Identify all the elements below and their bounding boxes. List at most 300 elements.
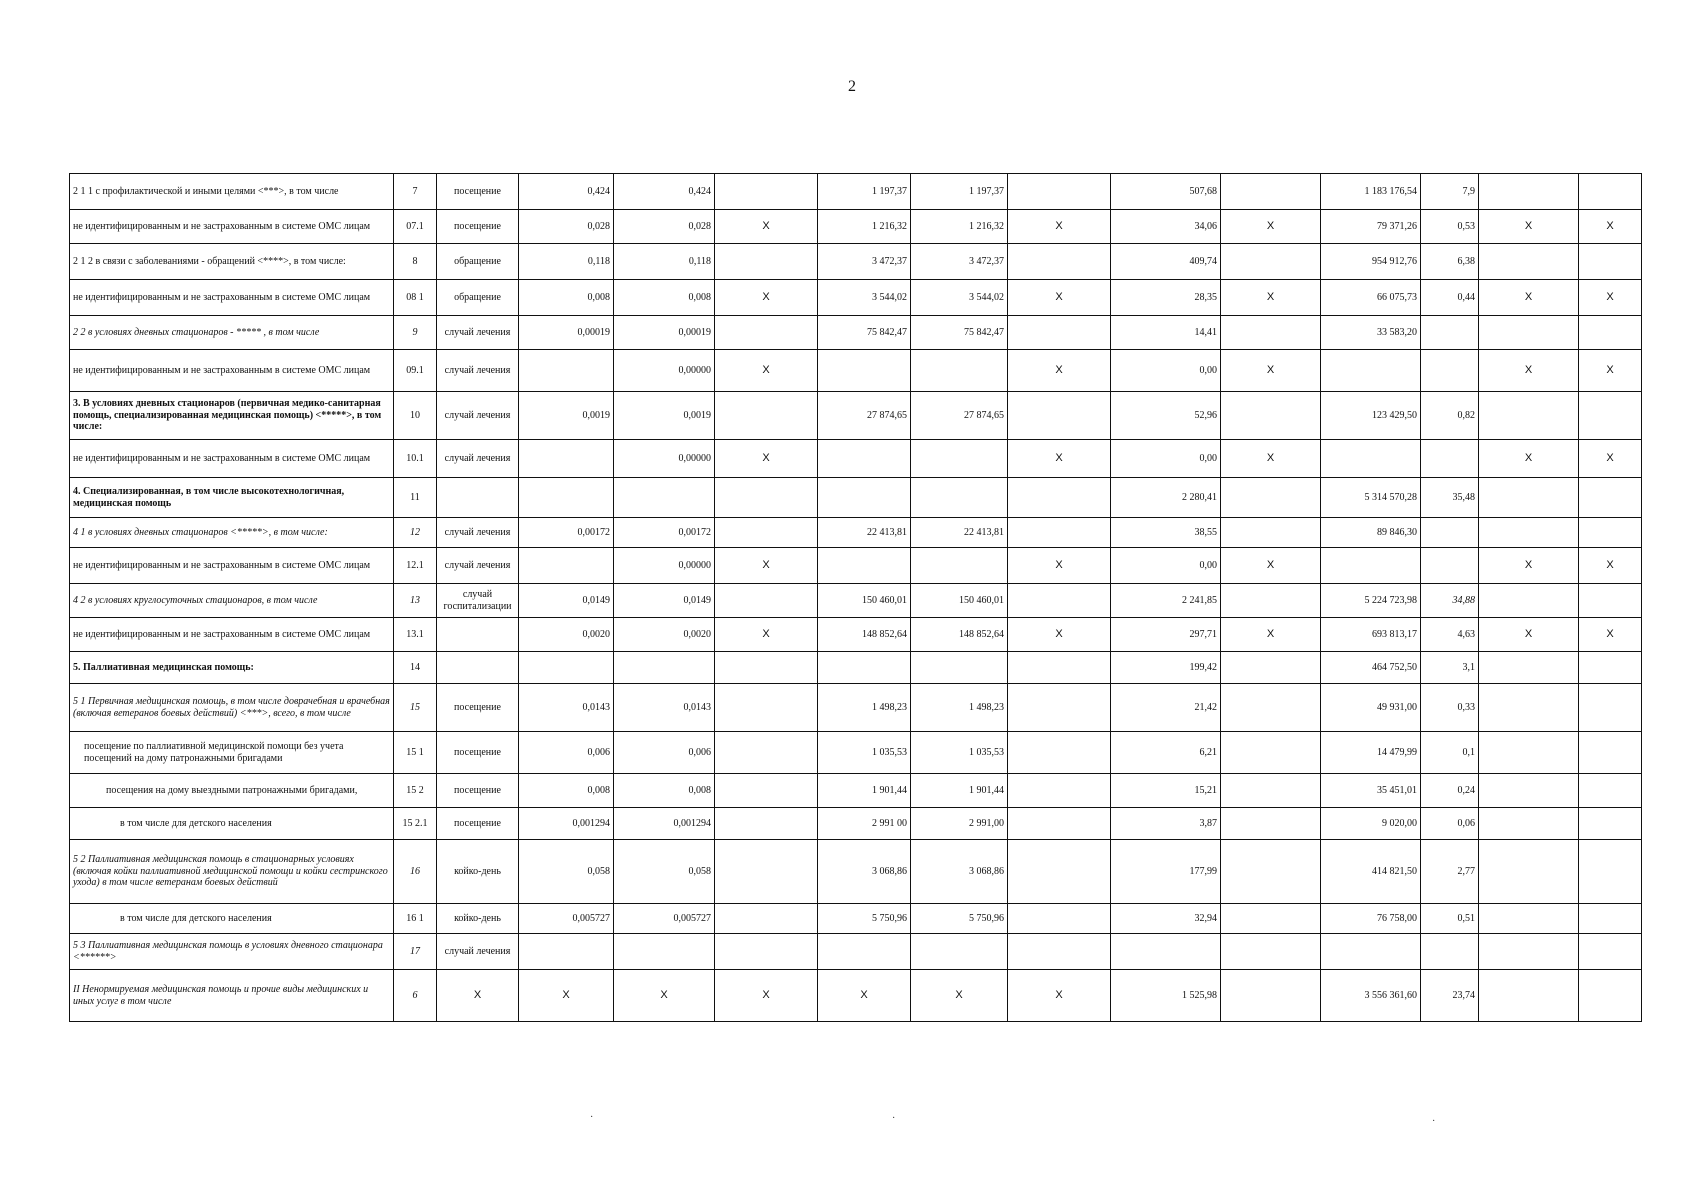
cell-cost-norm [818,478,911,518]
cell-cost-norm: 2 991 00 [818,808,911,840]
cell-col-6 [1008,840,1111,904]
cell-col-6: X [1008,210,1111,244]
cell-cost-value: 3 472,37 [911,244,1008,280]
cell-row-name: 5. Паллиативная медицинская помощь: [70,652,394,684]
cell-total-amount [1321,440,1421,478]
cell-col-11 [1479,774,1579,808]
cell-total-amount: 1 183 176,54 [1321,174,1421,210]
cell-normative-volume [519,548,614,584]
cell-total-amount: 5 314 570,28 [1321,478,1421,518]
cell-normative-volume: 0,0019 [519,392,614,440]
cell-row-name: 5 3 Паллиативная медицинская помощь в условиях дневного стационара <******> [70,934,394,970]
cell-col-11 [1479,518,1579,548]
cell-per-capita: 177,99 [1111,840,1221,904]
cell-share-percent: 6,38 [1421,244,1479,280]
cell-normative-volume: 0,058 [519,840,614,904]
cell-row-unit: койко-день [437,904,519,934]
cell-volume-value: 0,008 [614,280,715,316]
cell-row-unit: посещение [437,774,519,808]
cell-col-12 [1579,478,1642,518]
cell-col-6 [1008,518,1111,548]
cell-share-percent: 0,82 [1421,392,1479,440]
cell-col-3 [715,840,818,904]
cell-col-3 [715,316,818,350]
cell-normative-volume [519,652,614,684]
table-row [70,840,1642,904]
cell-col-12: X [1579,548,1642,584]
cell-per-capita: 0,00 [1111,548,1221,584]
cell-row-code: 15 2 [394,774,437,808]
cell-col-6 [1008,904,1111,934]
cell-col-6 [1008,478,1111,518]
cell-row-code: 10.1 [394,440,437,478]
cell-row-name: не идентифицированным и не застрахованным в системе ОМС лицам [70,350,394,392]
cell-normative-volume: 0,008 [519,280,614,316]
cell-col-12 [1579,684,1642,732]
cell-col-11 [1479,652,1579,684]
cell-cost-value [911,934,1008,970]
cell-cost-norm: X [818,970,911,1022]
cell-col-11 [1479,732,1579,774]
cell-col-8 [1221,478,1321,518]
cell-col-6: X [1008,970,1111,1022]
cell-col-12: X [1579,350,1642,392]
cell-col-11 [1479,808,1579,840]
cell-cost-norm [818,440,911,478]
cell-volume-value: 0,00172 [614,518,715,548]
cell-col-6 [1008,684,1111,732]
cell-col-8 [1221,970,1321,1022]
cell-col-3 [715,518,818,548]
cell-cost-value [911,652,1008,684]
cell-total-amount: 9 020,00 [1321,808,1421,840]
cell-volume-value: 0,00000 [614,548,715,584]
cell-col-11 [1479,244,1579,280]
cell-cost-value: 150 460,01 [911,584,1008,618]
cell-cost-value: 1 901,44 [911,774,1008,808]
table-row [70,904,1642,934]
cell-share-percent [1421,350,1479,392]
cell-row-name: не идентифицированным и не застрахованным в системе ОМС лицам [70,618,394,652]
cell-share-percent: 34,88 [1421,584,1479,618]
cell-share-percent: 2,77 [1421,840,1479,904]
cell-col-6: X [1008,618,1111,652]
cell-row-code: 16 1 [394,904,437,934]
cell-row-name: в том числе для детского населения [70,808,394,840]
cell-col-8 [1221,840,1321,904]
cell-col-6 [1008,934,1111,970]
cell-cost-value [911,350,1008,392]
cell-cost-value: 5 750,96 [911,904,1008,934]
cell-col-12 [1579,652,1642,684]
cell-row-name: 2 2 в условиях дневных стационаров - ***** , в том числе [70,316,394,350]
cell-cost-value [911,440,1008,478]
cell-col-11 [1479,904,1579,934]
cell-row-name: не идентифицированным и не застрахованным в системе ОМС лицам [70,280,394,316]
cell-col-6 [1008,652,1111,684]
cell-row-name: 4. Специализированная, в том числе высокотехнологичная, медицинская помощь [70,478,394,518]
cell-col-11: X [1479,548,1579,584]
cell-per-capita: 15,21 [1111,774,1221,808]
cell-col-3 [715,904,818,934]
cell-per-capita: 6,21 [1111,732,1221,774]
cell-col-11 [1479,840,1579,904]
table-row [70,684,1642,732]
cell-row-unit: случай госпитализации [437,584,519,618]
cell-row-code: 17 [394,934,437,970]
cell-row-name: в том числе для детского населения [70,904,394,934]
cell-row-code: 14 [394,652,437,684]
cell-volume-value: 0,118 [614,244,715,280]
cell-col-8 [1221,904,1321,934]
cell-share-percent: 7,9 [1421,174,1479,210]
cell-volume-value: 0,0149 [614,584,715,618]
cell-col-6 [1008,774,1111,808]
cell-col-8 [1221,652,1321,684]
cell-row-unit: случай лечения [437,548,519,584]
cell-col-11 [1479,316,1579,350]
table-row [70,774,1642,808]
table-row [70,392,1642,440]
cell-col-12 [1579,970,1642,1022]
cell-row-code: 13.1 [394,618,437,652]
cell-volume-value [614,934,715,970]
cell-volume-value: 0,005727 [614,904,715,934]
cell-cost-value: 148 852,64 [911,618,1008,652]
cell-cost-norm: 1 498,23 [818,684,911,732]
cell-volume-value: 0,0143 [614,684,715,732]
cell-normative-volume: 0,0020 [519,618,614,652]
cell-share-percent [1421,440,1479,478]
cell-col-3 [715,732,818,774]
cell-normative-volume: 0,008 [519,774,614,808]
cell-row-unit: случай лечения [437,392,519,440]
cell-per-capita: 2 280,41 [1111,478,1221,518]
cell-row-name: 3. В условиях дневных стационаров (первичная медико-санитарная помощь, специализированная медицинская помощь) <*****>, в том числе: [70,392,394,440]
cell-volume-value: 0,00000 [614,350,715,392]
cell-total-amount: 123 429,50 [1321,392,1421,440]
cell-col-8 [1221,392,1321,440]
cell-row-code: 10 [394,392,437,440]
page-number: 2 [848,78,856,95]
cell-total-amount: 3 556 361,60 [1321,970,1421,1022]
cell-volume-value: 0,006 [614,732,715,774]
cell-row-name: не идентифицированным и не застрахованным в системе ОМС лицам [70,210,394,244]
cell-cost-value: 3 544,02 [911,280,1008,316]
cell-col-8: X [1221,618,1321,652]
table-row [70,210,1642,244]
cell-row-name: не идентифицированным и не застрахованным в системе ОМС лицам [70,440,394,478]
cell-row-unit [437,618,519,652]
table-row [70,440,1642,478]
cell-total-amount: 5 224 723,98 [1321,584,1421,618]
cell-share-percent: 0,51 [1421,904,1479,934]
cell-per-capita: 297,71 [1111,618,1221,652]
cell-share-percent: 35,48 [1421,478,1479,518]
cell-col-12 [1579,774,1642,808]
cell-cost-norm: 1 901,44 [818,774,911,808]
table-row [70,316,1642,350]
cell-cost-norm [818,934,911,970]
cell-volume-value: 0,00000 [614,440,715,478]
table-row [70,350,1642,392]
cell-normative-volume: 0,001294 [519,808,614,840]
cell-cost-norm: 148 852,64 [818,618,911,652]
cell-col-6 [1008,316,1111,350]
cell-col-3 [715,174,818,210]
cell-row-code: 12 [394,518,437,548]
cell-col-6: X [1008,548,1111,584]
cell-normative-volume: 0,0143 [519,684,614,732]
cell-col-8: X [1221,440,1321,478]
cell-normative-volume [519,934,614,970]
cell-row-name: посещения на дому выездными патронажными бригадами, [70,774,394,808]
cell-col-6 [1008,732,1111,774]
cell-col-11 [1479,174,1579,210]
cell-col-12 [1579,934,1642,970]
cell-share-percent: 0,06 [1421,808,1479,840]
cell-per-capita: 199,42 [1111,652,1221,684]
cell-col-12: X [1579,618,1642,652]
cell-row-unit: X [437,970,519,1022]
cell-per-capita: 1 525,98 [1111,970,1221,1022]
cell-row-name: посещение по паллиативной медицинской помощи без учета посещений на дому патронажными бригадами [70,732,394,774]
scan-speck: · [892,1113,896,1124]
cell-total-amount: 89 846,30 [1321,518,1421,548]
cell-col-3: X [715,280,818,316]
cell-row-code: 09.1 [394,350,437,392]
cell-row-name: 2 1 1 с профилактической и иными целями <***>, в том числе [70,174,394,210]
cell-total-amount: 954 912,76 [1321,244,1421,280]
cell-cost-norm: 3 472,37 [818,244,911,280]
cell-row-name: II Ненормируемая медицинская помощь и прочие виды медицинских и иных услуг в том числе [70,970,394,1022]
cell-col-12 [1579,584,1642,618]
cell-col-3 [715,584,818,618]
table-row [70,652,1642,684]
cell-cost-norm: 1 197,37 [818,174,911,210]
cell-col-12 [1579,244,1642,280]
cell-row-code: 15 2.1 [394,808,437,840]
cell-per-capita: 14,41 [1111,316,1221,350]
cell-share-percent: 0,53 [1421,210,1479,244]
cell-share-percent [1421,518,1479,548]
cell-cost-norm: 27 874,65 [818,392,911,440]
cell-volume-value: 0,058 [614,840,715,904]
cell-col-8 [1221,684,1321,732]
table-row [70,518,1642,548]
cell-total-amount: 76 758,00 [1321,904,1421,934]
cell-per-capita: 0,00 [1111,350,1221,392]
cell-total-amount: 33 583,20 [1321,316,1421,350]
cell-cost-norm: 5 750,96 [818,904,911,934]
cell-col-3 [715,934,818,970]
cell-col-8: X [1221,210,1321,244]
cell-normative-volume [519,350,614,392]
cell-col-3 [715,652,818,684]
cell-cost-norm [818,350,911,392]
cell-col-12: X [1579,280,1642,316]
cell-col-12 [1579,840,1642,904]
cell-cost-value [911,478,1008,518]
cell-normative-volume: 0,118 [519,244,614,280]
cell-col-6 [1008,392,1111,440]
cell-row-unit: посещение [437,210,519,244]
cell-row-unit [437,652,519,684]
cell-col-3 [715,392,818,440]
cell-col-6 [1008,808,1111,840]
cell-col-12 [1579,808,1642,840]
cell-col-6 [1008,584,1111,618]
cell-row-unit: койко-день [437,840,519,904]
cell-row-code: 15 [394,684,437,732]
table-row [70,970,1642,1022]
cell-col-3: X [715,548,818,584]
cell-col-8 [1221,732,1321,774]
cell-row-code: 7 [394,174,437,210]
cell-per-capita: 38,55 [1111,518,1221,548]
cell-normative-volume [519,440,614,478]
cell-row-code: 13 [394,584,437,618]
table-row [70,934,1642,970]
cell-col-3: X [715,350,818,392]
cell-col-11: X [1479,440,1579,478]
cell-per-capita [1111,934,1221,970]
cell-row-unit: посещение [437,174,519,210]
cell-row-code: 07.1 [394,210,437,244]
cell-row-unit: случай лечения [437,440,519,478]
cell-per-capita: 3,87 [1111,808,1221,840]
cell-cost-value: 1 498,23 [911,684,1008,732]
cell-cost-value: 1 216,32 [911,210,1008,244]
cell-per-capita: 34,06 [1111,210,1221,244]
cell-volume-value [614,652,715,684]
cell-row-name: не идентифицированным и не застрахованным в системе ОМС лицам [70,548,394,584]
cell-col-8 [1221,174,1321,210]
cell-row-name: 4 2 в условиях круглосуточных стационаров, в том числе [70,584,394,618]
cell-col-3 [715,684,818,732]
cell-row-name: 5 1 Первичная медицинская помощь, в том числе доврачебная и врачебная (включая ветеранов боевых действий) <***>, всего, в том числе [70,684,394,732]
cell-volume-value: X [614,970,715,1022]
cell-total-amount: 464 752,50 [1321,652,1421,684]
cell-cost-value: 27 874,65 [911,392,1008,440]
cell-total-amount: 79 371,26 [1321,210,1421,244]
cell-normative-volume: 0,005727 [519,904,614,934]
cell-normative-volume: 0,00172 [519,518,614,548]
cell-normative-volume: 0,424 [519,174,614,210]
cell-share-percent [1421,934,1479,970]
cell-col-8 [1221,244,1321,280]
table-row [70,584,1642,618]
cell-col-12 [1579,392,1642,440]
cell-cost-value: X [911,970,1008,1022]
cell-total-amount: 414 821,50 [1321,840,1421,904]
table-row [70,174,1642,210]
cell-volume-value: 0,0019 [614,392,715,440]
cell-share-percent: 23,74 [1421,970,1479,1022]
table-row [70,808,1642,840]
cell-share-percent [1421,548,1479,584]
cell-col-11 [1479,392,1579,440]
cell-cost-norm: 75 842,47 [818,316,911,350]
cell-per-capita: 507,68 [1111,174,1221,210]
medical-care-volume-table [69,173,1642,1022]
cell-per-capita: 0,00 [1111,440,1221,478]
cell-row-code: 15 1 [394,732,437,774]
cell-volume-value [614,478,715,518]
cell-normative-volume: 0,028 [519,210,614,244]
cell-cost-norm: 22 413,81 [818,518,911,548]
cell-normative-volume: X [519,970,614,1022]
cell-col-8: X [1221,548,1321,584]
cell-col-11 [1479,478,1579,518]
cell-share-percent: 0,24 [1421,774,1479,808]
cell-col-3: X [715,210,818,244]
cell-col-8: X [1221,350,1321,392]
cell-volume-value: 0,424 [614,174,715,210]
table-row [70,732,1642,774]
cell-col-12 [1579,174,1642,210]
cell-col-8: X [1221,280,1321,316]
cell-col-11: X [1479,350,1579,392]
cell-col-8 [1221,316,1321,350]
cell-col-6: X [1008,350,1111,392]
cell-per-capita: 32,94 [1111,904,1221,934]
cell-per-capita: 2 241,85 [1111,584,1221,618]
table-row [70,280,1642,316]
cell-row-name: 5 2 Паллиативная медицинская помощь в стационарных условиях (включая койки паллиативной медицинской помощи и койки сестринского ухода) в том числе ветеранам боевых действий [70,840,394,904]
table-row [70,548,1642,584]
cell-total-amount: 14 479,99 [1321,732,1421,774]
cell-col-8 [1221,934,1321,970]
cell-normative-volume [519,478,614,518]
cell-total-amount: 693 813,17 [1321,618,1421,652]
cell-row-unit [437,478,519,518]
cell-volume-value: 0,00019 [614,316,715,350]
cell-share-percent: 0,1 [1421,732,1479,774]
cell-volume-value: 0,028 [614,210,715,244]
cell-total-amount [1321,934,1421,970]
cell-row-code: 8 [394,244,437,280]
cell-col-3 [715,478,818,518]
cell-total-amount [1321,548,1421,584]
cell-row-code: 16 [394,840,437,904]
cell-cost-value [911,548,1008,584]
cell-col-11 [1479,684,1579,732]
cell-per-capita: 21,42 [1111,684,1221,732]
cell-row-code: 9 [394,316,437,350]
cell-col-11 [1479,934,1579,970]
cell-per-capita: 52,96 [1111,392,1221,440]
cell-share-percent: 0,33 [1421,684,1479,732]
cell-row-unit: посещение [437,732,519,774]
cell-col-8 [1221,518,1321,548]
cell-cost-value: 3 068,86 [911,840,1008,904]
cell-col-3 [715,808,818,840]
cell-row-code: 12.1 [394,548,437,584]
cell-col-6: X [1008,440,1111,478]
cell-col-6 [1008,244,1111,280]
cell-cost-norm: 1 035,53 [818,732,911,774]
cell-volume-value: 0,0020 [614,618,715,652]
cell-total-amount: 35 451,01 [1321,774,1421,808]
scan-speck: · [590,1112,594,1123]
cell-total-amount: 66 075,73 [1321,280,1421,316]
cell-col-12: X [1579,440,1642,478]
cell-cost-norm: 3 544,02 [818,280,911,316]
cell-share-percent [1421,316,1479,350]
cell-col-11: X [1479,210,1579,244]
cell-normative-volume: 0,006 [519,732,614,774]
